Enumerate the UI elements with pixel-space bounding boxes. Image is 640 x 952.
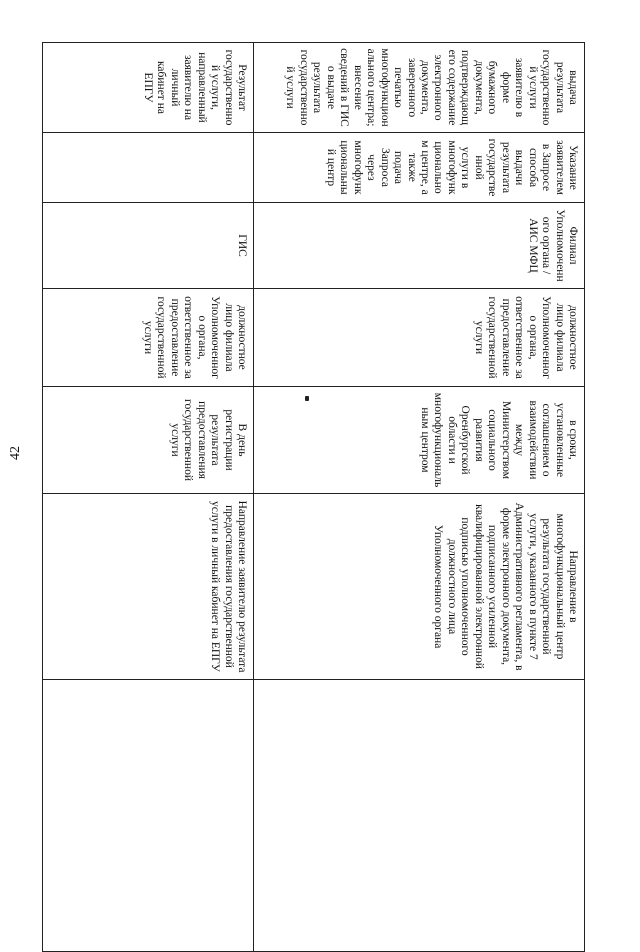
cell-result-issue: выдача результата государственной услуги заявителю в форме бумажного документа, подтверждающего содержание электронного документа, заверенного печатью многофункционального центра; внесение сведений в ГИС о выдаче результата государственной услуги — [254, 43, 585, 133]
cell-criteria: Указание заявителем в Запросе способа выдачи результата государственной услуги в многофункциональном центре, а также подача Запроса через многофункциональный центр — [254, 133, 585, 203]
rotated-table-region — [65, 42, 585, 851]
procedure-table — [42, 42, 585, 952]
cell-term: В день регистрации результата предоставления государственной услуги — [43, 387, 254, 494]
cell-basis — [254, 680, 585, 952]
cell-action: Направление в многофункциональный центр результата государственной услуги, указанного в пункте 7 Административного регламента, в форме электронного документа, подписанного усиленной квалифицированной электронной подписью уполномоченного должностного лица Уполномоченного органа — [254, 494, 585, 680]
cell-criteria — [43, 133, 254, 203]
cell-result-issue: Результат государственной услуги, направленный заявителю на личный кабинет на ЕПГУ — [43, 43, 254, 133]
cell-action: Направление заявителю результата предоставления государственной услуги в личный кабинет на ЕПГУ — [43, 494, 254, 680]
table-row — [43, 43, 254, 952]
cell-responsible: должностное лицо филиала Уполномоченного органа, ответственное за предоставление государственной услуги — [254, 289, 585, 387]
cell-system: Филиал Уполномоченного органа / АИС МФЦ — [254, 203, 585, 289]
table-row — [254, 43, 585, 952]
cell-basis — [43, 680, 254, 952]
cell-term: в сроки, установленные соглашением о взаимодействии между Министерством социального развития Оренбургской области и многофункциональным центром — [254, 387, 585, 494]
page-number: 42 — [8, 446, 23, 460]
table-rotator — [65, 42, 585, 851]
cell-system: ГИС — [43, 203, 254, 289]
cell-responsible: должностное лицо филиала Уполномоченного органа, ответственное за предоставление государственной услуги — [43, 289, 254, 387]
